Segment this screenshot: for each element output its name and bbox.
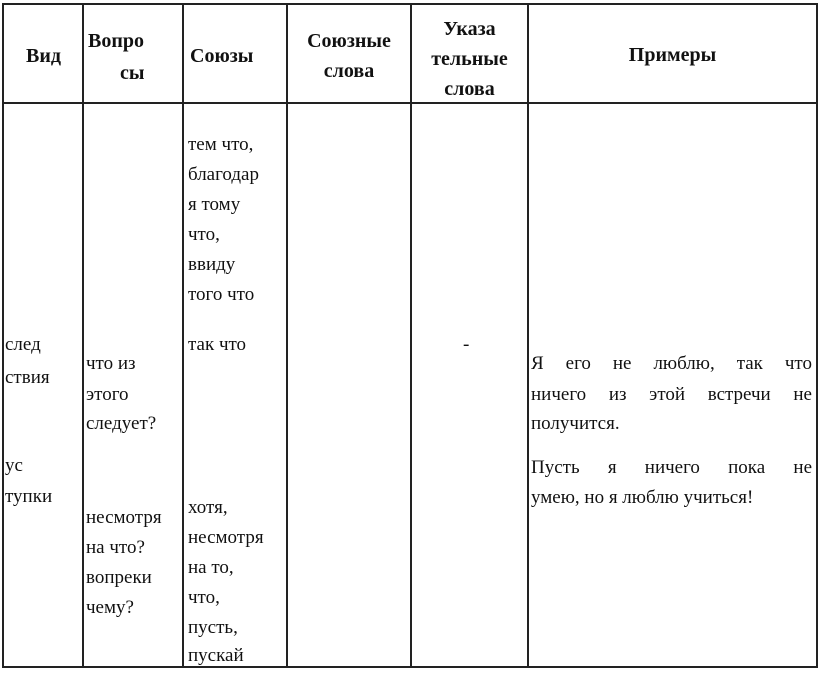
soyuzy-ustupki-line-5: пусть, — [188, 617, 238, 638]
col-border-5 — [527, 3, 529, 668]
header-soyuznye-slova-line-1: Союзные — [307, 30, 391, 52]
header-ukazatelnye-line-3: слова — [444, 78, 495, 100]
soyuzy-ustupki-line-6: пускай — [188, 645, 244, 666]
soyuzy-prichiny-line-2: благодар — [188, 164, 259, 185]
header-soyuznye-slova-line-2: слова — [323, 60, 375, 82]
voprosy-sledstviya-line-2: этого — [86, 384, 129, 405]
primery-ustupki-line-1: Пусть я ничего пока не — [531, 457, 812, 478]
soyuzy-prichiny-line-6: того что — [188, 284, 255, 305]
voprosy-sledstviya-line-1: что из — [86, 353, 136, 374]
primery-sledstviya-line-3: получится. — [531, 413, 620, 434]
soyuzy-ustupki-line-4: что, — [188, 587, 220, 608]
vid-ustupki-line-1: ус — [5, 455, 23, 476]
voprosy-ustupki-line-3: вопреки — [86, 567, 152, 588]
vid-sledstviya-line-2: ствия — [5, 367, 50, 388]
primery-sledstviya-line-1: Я его не люблю, так что — [531, 353, 812, 374]
soyuzy-prichiny-line-5: ввиду — [188, 254, 236, 275]
voprosy-ustupki-line-1: несмотря — [86, 507, 162, 528]
ukazatelnye-dash: - — [463, 334, 470, 355]
header-ukazatelnye-line-2: тельные — [431, 48, 508, 70]
col-border-3 — [286, 3, 288, 668]
soyuzy-ustupki-line-2: несмотря — [188, 527, 264, 548]
header-voprosy-line-1: Вопро — [88, 30, 144, 52]
header-soyuzy: Союзы — [190, 45, 254, 67]
header-vid: Вид — [26, 45, 61, 67]
soyuzy-prichiny-line-4: что, — [188, 224, 220, 245]
soyuzy-ustupki-line-1: хотя, — [188, 497, 228, 518]
voprosy-ustupki-line-2: на что? — [86, 537, 145, 558]
col-border-4 — [410, 3, 412, 668]
voprosy-ustupki-line-4: чему? — [86, 597, 134, 618]
primery-ustupki-line-2: умею, но я люблю учиться! — [531, 487, 754, 508]
voprosy-sledstviya-line-3: следует? — [86, 413, 157, 434]
col-border-2 — [182, 3, 184, 668]
soyuzy-prichiny-line-1: тем что, — [188, 134, 254, 155]
soyuzy-prichiny-line-3: я тому — [188, 194, 241, 215]
header-voprosy-line-2: сы — [120, 62, 145, 84]
primery-sledstviya-line-2: ничего из этой встречи не — [531, 384, 812, 405]
header-ukazatelnye-line-1: Указа — [443, 18, 496, 40]
col-border-0 — [2, 3, 4, 668]
col-border-6 — [816, 3, 818, 668]
vid-sledstviya-line-1: след — [5, 334, 41, 355]
header-primery: Примеры — [628, 44, 717, 66]
col-border-1 — [82, 3, 84, 668]
soyuzy-ustupki-line-3: на то, — [188, 557, 234, 578]
soyuzy-sledstviya-line-1: так что — [188, 334, 247, 355]
vid-ustupki-line-2: тупки — [5, 486, 53, 507]
